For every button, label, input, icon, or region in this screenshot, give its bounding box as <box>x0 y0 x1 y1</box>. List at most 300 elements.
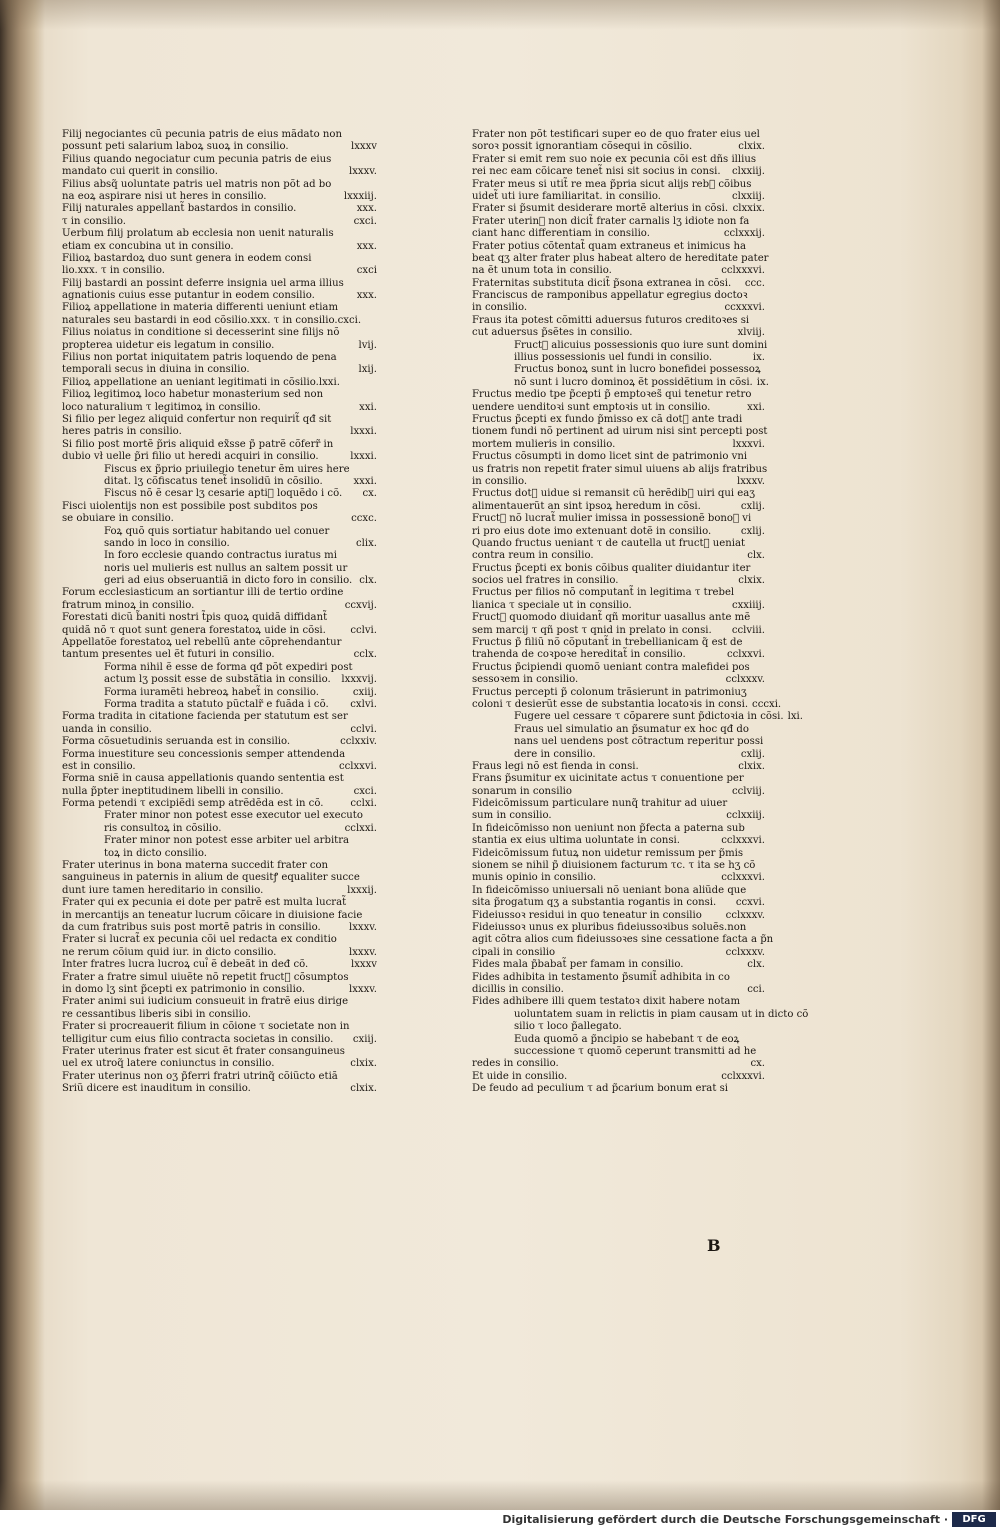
index-entry-line <box>472 339 768 352</box>
entry-reference: lxxxv <box>350 141 377 153</box>
entry-reference: cci. <box>747 983 765 995</box>
index-entry-line <box>62 389 377 401</box>
entry-text: Forma tradita in citatione facienda per statutum est ser <box>62 711 348 723</box>
entry-text: da cum fratribus suis post mortẽ patris in consilio. <box>62 922 321 933</box>
entry-reference: lxxxvij. <box>341 674 377 686</box>
entry-reference: xxi. <box>747 401 765 413</box>
entry-text: dunt iure tamen hereditario in consilio. <box>62 884 264 896</box>
index-entry-line <box>472 625 765 637</box>
entry-text: Forma tradita a statuto pũctalr̃ e fuãda i cõ. <box>104 698 329 710</box>
entry-reference: clxix. <box>738 141 765 153</box>
index-entry-line <box>62 315 377 327</box>
index-entry-line <box>472 241 765 253</box>
index-entry-line <box>472 674 765 686</box>
entry-reference: lxxxv. <box>348 946 377 958</box>
entry-reference: lxxxv. <box>736 475 765 487</box>
index-entry-line <box>62 959 377 971</box>
index-entry-line <box>472 327 765 339</box>
entry-reference: clix. <box>355 537 377 549</box>
entry-reference: cclxxxv. <box>725 674 765 686</box>
entry-text: etiam ex concubina ut in consilio. <box>62 240 234 252</box>
index-entry-line <box>472 265 765 277</box>
entry-text: Fideiussoꝛ residui in quo teneatur in consilio <box>472 909 702 921</box>
index-entry-line <box>62 290 377 302</box>
entry-text: Forma sniẽ in causa appellationis quando sententia est <box>62 773 344 785</box>
index-entry-line <box>62 129 377 141</box>
entry-reference: cclxxiij. <box>726 810 765 822</box>
index-entry-line <box>62 872 377 884</box>
entry-text: in mercantijs an teneatur lucrum cõicare in diuisione facie <box>62 909 363 921</box>
index-entry-line <box>472 1034 765 1046</box>
entry-text: Forum ecclesiasticum an sortiantur illi de tertio ordine <box>62 587 344 599</box>
entry-text: Frater qui ex pecunia ei dote per patrẽ est multa lucrat̃ <box>62 897 347 909</box>
index-entry-line <box>472 810 765 822</box>
entry-reference: clx. <box>747 550 765 562</box>
index-entry-line <box>62 637 377 649</box>
index-entry-line <box>472 835 765 847</box>
entry-reference: ccxc. <box>351 513 377 525</box>
entry-reference: lxxxv. <box>348 983 377 995</box>
entry-text: beat qʒ alter frater plus habeat altero de hereditate pater <box>472 252 769 264</box>
index-entry-line <box>472 488 765 500</box>
entry-text: Forestati dicũ b̃aniti nostri t̃pis quoꝝ quidã diffidant̃ <box>62 612 328 624</box>
entry-text: Filij naturales appellant̃ bastardos in consilio. <box>62 203 297 215</box>
index-entry-line <box>62 587 377 599</box>
entry-text: alimentauerũt an sint ipsoꝝ heredum in cõsi. <box>472 500 701 512</box>
entry-reference: cxlij. <box>740 500 765 512</box>
entry-reference: xxx. <box>356 203 377 215</box>
entry-text: In fideicõmisso non ueniunt non p̃fecta a paterna sub <box>472 822 745 834</box>
entry-text: nõ sunt i lucro dominoꝝ ẽt possidẽtium in cõsi. <box>514 376 753 388</box>
entry-reference: ccxvij. <box>344 599 377 611</box>
entry-reference: ccxxxvi. <box>724 302 765 314</box>
index-entry-line <box>472 637 765 649</box>
index-entry-line <box>62 612 377 624</box>
index-entry-line <box>472 216 765 228</box>
index-entry-line <box>62 835 377 847</box>
entry-text: Fruct᷒ quomodo diuidant̃ qñ moritur uasallus ante mẽ <box>472 612 751 624</box>
index-entry-line <box>472 376 769 389</box>
entry-text: Uerbum filij prolatum ab ecclesia non uenit naturalis <box>62 228 334 240</box>
entry-text: Filij negociantes cũ pecunia patris de eius mãdato non <box>62 129 342 140</box>
entry-text: cipali in consilio <box>472 946 556 958</box>
entry-text: temporali secus in diuina in consilio. <box>62 364 250 376</box>
entry-text: Filius non portat iniquitatem patris loquendo de pena <box>62 352 337 364</box>
index-entry-line <box>62 600 377 612</box>
entry-text: Filius quando negociatur cum pecunia patris de eius <box>62 153 332 165</box>
index-entry-line <box>472 154 765 166</box>
index-entry-line <box>62 972 377 984</box>
entry-text: Fideicõmissum futuꝝ non uidetur remissum per p̃mis <box>472 847 744 859</box>
book-spine-shadow <box>0 0 45 1510</box>
page-top-shadow <box>0 0 1000 30</box>
entry-reference: cclxxxvi. <box>721 872 765 884</box>
index-entry-line <box>472 278 765 290</box>
entry-reference: lxxxv. <box>348 922 377 933</box>
entry-text: heres patris in consilio. <box>62 426 182 438</box>
entry-text: ciant hanc differentiam in consilio. <box>472 228 650 240</box>
entry-text: stantia ex eius ultima uoluntate in consi. <box>472 835 680 847</box>
index-entry-line <box>62 352 377 364</box>
index-entry-line <box>62 736 377 748</box>
entry-reference: cxlvi. <box>350 698 377 710</box>
index-entry-line <box>62 513 377 525</box>
entry-text: Fides adhibere illi quem testatoꝛ dixit habere notam <box>472 996 741 1008</box>
entry-reference: lxxxij. <box>347 884 377 896</box>
index-entry-line <box>62 674 377 686</box>
entry-text: dubio vł uelle p̃ri filio ut heredi acquiri in consilio. <box>62 451 319 463</box>
entry-text: fratrum minoꝝ in consilio. <box>62 599 195 611</box>
entry-text: Fraus uel simulatio an p̃sumatur ex hoc qđ do <box>514 723 749 735</box>
entry-text: telligitur cum eius filio contracta societas in consilio. <box>62 1033 334 1045</box>
entry-text: redes in consilio. <box>472 1058 559 1070</box>
digitization-footer <box>0 1510 1000 1530</box>
index-entry-line <box>62 1071 377 1083</box>
entry-text: sanguineus in paternis in alium de quesitꝭ equaliter succe <box>62 872 360 884</box>
index-entry-line <box>62 327 377 339</box>
entry-text: possunt peti salarium laboꝝ suoꝝ in consilio. <box>62 141 289 153</box>
index-entry-line <box>62 402 377 414</box>
entry-text: Si filio per legez aliquid confertur non requirit̃ qđ sit <box>62 413 332 425</box>
entry-text: propterea uidetur eis legatum in consilio. <box>62 339 275 351</box>
entry-text: Fructus p̃ filiũ nõ cõputant̃ in trebellianicam q̃ est de <box>472 637 743 649</box>
entry-text: ne rerum cõium quid iur. in dicto consilio. <box>62 946 277 958</box>
entry-text: na ẽt unum tota in consilio. <box>472 265 612 277</box>
index-entry-line <box>472 885 765 897</box>
entry-text: Filij bastardi an possint deferre insignia uel arma illius <box>62 277 344 289</box>
index-entry-line <box>472 463 768 476</box>
entry-text: toꝝ in dicto consilio. <box>104 847 208 859</box>
entry-text: agnationis cuius esse putantur in eodem consilio. <box>62 290 315 302</box>
entry-text: sonarum in consilio <box>472 785 572 797</box>
entry-text: dere in consilio. <box>514 748 596 760</box>
index-entry-line <box>62 141 377 153</box>
index-entry-line <box>472 823 765 835</box>
index-entry-line <box>472 513 765 525</box>
entry-reference: xxx. <box>356 240 377 252</box>
index-entry-line <box>472 736 765 748</box>
entry-reference: ix. <box>752 352 765 364</box>
entry-text: coloni τ desierũt esse de substantia locatoꝛis in consi. <box>472 698 749 710</box>
entry-reference: cclviij. <box>731 785 765 797</box>
entry-text: Fisci uiolentijs non est possibile post subditos pos <box>62 500 318 512</box>
entry-text: Fructus p̃cepti ex fundo p̃misso ex cã dot᷒ ante tradi <box>472 413 743 425</box>
index-entry-line <box>472 426 768 438</box>
entry-text: Fiscus nõ ẽ cesar lʒ cesarie apti᷒ loquẽdo i cõ. <box>104 488 343 500</box>
index-entry-line <box>62 563 377 575</box>
index-entry-line <box>62 302 377 314</box>
index-entry-line <box>472 897 765 909</box>
index-entry-line <box>62 885 377 897</box>
entry-text: mortem mulieris in consilio. <box>472 438 616 450</box>
entry-reference: cx. <box>750 1058 765 1070</box>
entry-text: Fructus medio tpe p̃cepti p̃ emptoꝛes̃ qui tenetur retro <box>472 389 752 401</box>
entry-text: Frater animi sui iudicium consueuit in fratrẽ eius dirige <box>62 996 349 1008</box>
entry-text: noris uel mulieris est nullus an saltem possit ur <box>104 562 348 574</box>
entry-text: lio.xxx. τ in consilio. <box>62 265 165 277</box>
index-entry-line <box>62 810 377 822</box>
entry-text: Fraus ita potest cõmitti aduersus futuros creditoꝛes si <box>472 314 750 326</box>
entry-reference: cccxi. <box>752 698 782 710</box>
entry-text: Filioꝝ legitimoꝝ loco habetur monasterium sed non <box>62 389 324 401</box>
entry-text: Frater si lucrat̃ ex pecunia cõi uel redacta ex conditio <box>62 934 337 946</box>
entry-reference: xxxi. <box>353 475 377 487</box>
index-entry-line <box>62 154 377 166</box>
entry-text: socios uel fratres in consilio. <box>472 575 619 587</box>
entry-text: Quando fructus ueniant τ de cautella ut fruct᷒ ueniat <box>472 537 746 549</box>
entry-text: tionem fundi nõ pertinent ad uirum nisi sint percepti post <box>472 426 768 438</box>
index-entry-line <box>62 947 377 959</box>
entry-text: Forma petendi τ excipiẽdi semp atrẽdẽda est in cõ. <box>62 798 324 810</box>
entry-text: Fructus bonoꝝ sunt in lucro bonefidei possessoꝝ <box>514 364 761 376</box>
index-entry-line <box>472 203 765 215</box>
entry-text: in consilio. <box>472 475 528 487</box>
entry-reference: lxxxv <box>350 959 377 971</box>
index-entry-line <box>62 426 377 438</box>
entry-reference: cxci <box>356 265 377 277</box>
entry-text: Frater meus si utit̃ re mea p̃pria sicut alijs reb᷒ cõibus <box>472 178 752 190</box>
index-entry-line <box>62 228 377 240</box>
entry-text: sem marcij τ qñ post τ qnid in prelato in consi. <box>472 624 712 636</box>
index-entry-line <box>62 625 377 637</box>
entry-text: uanda in consilio. <box>62 723 152 735</box>
entry-text: Frater uterinus non oʒ p̃ferri fratri utrinq̃ cõiũcto etiã <box>62 1070 338 1082</box>
index-entry-line <box>472 947 765 959</box>
index-entry-line <box>472 179 765 191</box>
index-entry-line <box>62 934 377 946</box>
index-entry-line <box>62 439 377 451</box>
entry-reference: lxxxiij. <box>343 190 377 202</box>
index-column-left <box>62 129 377 1095</box>
index-entry-line <box>472 501 765 513</box>
entry-text: Fruct᷒ nõ lucrat̃ mulier imissa in possessionẽ bonoꝝ vi <box>472 513 752 525</box>
footer-credit: Digitalisierung gefördert durch die Deutsche Forschungsgemeinschaft · <box>502 1513 948 1526</box>
index-entry-line <box>472 798 765 810</box>
index-entry-line <box>472 934 774 946</box>
entry-text: Filius noiatus in conditione si decesserint sine filijs nõ <box>62 327 340 339</box>
index-entry-line <box>62 761 377 773</box>
index-entry-line <box>62 910 377 922</box>
entry-text: Filioꝝ bastardoꝝ duo sunt genera in eodem consi <box>62 252 312 264</box>
entry-text: actum lʒ possit esse de substãtia in consilio. <box>104 674 331 686</box>
index-entry-line <box>62 216 377 228</box>
entry-reference: cxiij. <box>352 686 377 698</box>
entry-reference: clxix. <box>738 760 765 772</box>
entry-reference: lxxxv. <box>348 166 377 178</box>
entry-text: Frater a fratre simul uiuẽte nõ repetit fruct᷒ cõsumptos <box>62 971 349 983</box>
entry-reference: ccc. <box>744 277 765 289</box>
entry-text: De feudo ad peculium τ ad p̃carium bonum erat si <box>472 1083 729 1095</box>
entry-reference: cclxxxvi. <box>721 265 765 277</box>
entry-text: uoluntatem suam in relictis in piam causam ut in dicto cõ <box>514 1008 809 1020</box>
index-entry-line <box>472 996 765 1008</box>
entry-text: uidet̃ uti iure familiaritat. in consilio. <box>472 190 661 202</box>
entry-text: sum in consilio. <box>472 810 552 822</box>
entry-text: geri ad eius obseruantiã in dicto foro in consilio. <box>104 575 353 587</box>
entry-text: Frans p̃sumitur ex uicinitate actus τ conuentione per <box>472 773 744 785</box>
entry-text: illius possessionis uel fundi in consilio. <box>514 352 713 364</box>
entry-reference: cx. <box>362 488 377 500</box>
entry-text: Frater si emit rem suo noie ex pecunia cõi est dñs illius <box>472 153 757 165</box>
index-entry-line <box>472 600 765 612</box>
entry-reference: cxci. <box>353 215 377 227</box>
index-entry-line <box>62 340 377 352</box>
entry-text: Forma inuestiture seu concessionis semper attendenda <box>62 748 346 760</box>
entry-text: Filius absq̃ uoluntate patris uel matris non põt ad bo <box>62 178 332 190</box>
entry-text: na eoꝝ aspirare nisi ut heres in consilio. <box>62 190 267 202</box>
index-entry-line <box>472 1008 809 1021</box>
entry-reference: cclxxiv. <box>340 736 377 748</box>
index-entry-line <box>472 476 765 488</box>
entry-reference: ix. <box>756 376 769 388</box>
entry-text: loco naturalium τ legitimoꝝ in consilio. <box>62 401 261 413</box>
entry-reference: clxxiij. <box>731 190 765 202</box>
entry-text: Foꝝ quõ quis sortiatur habitando uel conuer <box>104 525 330 537</box>
index-entry-line <box>472 649 765 661</box>
entry-text: naturales seu bastardi in eod cõsilio.xxx. τ in consilio.cxci. <box>62 314 362 326</box>
index-entry-line <box>62 265 377 277</box>
entry-reference: cxiij. <box>352 1033 377 1045</box>
entry-text: Fructus cõsumpti in domo licet sint de patrimonio vni <box>472 451 748 463</box>
index-entry-line <box>62 699 377 711</box>
entry-text: Filioꝝ appellatione an ueniant legitimati in cõsilio.lxxi. <box>62 376 340 388</box>
entry-reference: cxlij. <box>740 748 765 760</box>
index-entry-line <box>62 253 377 265</box>
index-entry-line <box>62 203 377 215</box>
entry-reference: cclvi. <box>350 624 377 636</box>
entry-text: Sriũ dicere est inauditum in consilio. <box>62 1083 251 1095</box>
entry-reference: cxxiiij. <box>731 599 765 611</box>
index-entry-line <box>472 352 765 364</box>
entry-text: Si filio post mortẽ p̃ris aliquid ex̃sse p̃ patrẽ cõferr̃ in <box>62 438 334 450</box>
entry-text: agit cõtra alios cum fideiussoꝛes sine cessatione facta a p̃n <box>472 934 774 946</box>
index-entry-line <box>472 302 765 314</box>
index-entry-line <box>472 698 782 711</box>
index-entry-line <box>62 538 377 550</box>
index-entry-line <box>62 191 377 203</box>
entry-text: trahenda de coꝛpoꝛe hereditat̃ in consilio. <box>472 649 686 661</box>
index-entry-line <box>62 1009 377 1021</box>
index-entry-line <box>62 687 377 699</box>
entry-text: est in consilio. <box>62 760 136 772</box>
entry-text: Frater uterinus in bona materna succedit frater con <box>62 860 329 872</box>
index-entry-line <box>472 563 765 575</box>
entry-text: quidã nõ τ quot sunt genera forestatoꝝ uide in cõsi. <box>62 624 326 636</box>
index-entry-line <box>62 773 377 785</box>
index-entry-line <box>62 786 377 798</box>
entry-reference: cclviii. <box>731 624 765 636</box>
index-entry-line <box>472 389 765 401</box>
entry-text: Fructus dot᷒ uidue si remansit cũ herẽdib᷒ uiri qui eaʒ <box>472 488 755 500</box>
index-entry-line <box>62 724 377 736</box>
index-entry-line <box>62 1058 377 1070</box>
entry-text: Fideiussoꝛ unus ex pluribus fideiussoꝛibus soluẽs.non <box>472 922 747 933</box>
page-bottom-shadow <box>0 1480 1000 1510</box>
entry-reference: lxij. <box>358 364 377 376</box>
index-entry-line <box>62 711 377 723</box>
entry-text: Filioꝝ appellatione in materia differenti ueniunt etiam <box>62 302 339 314</box>
index-entry-line <box>472 141 765 153</box>
entry-text: sessoꝛem in consilio. <box>472 674 579 686</box>
entry-text: Fraus legi nõ est fienda in consi. <box>472 760 639 772</box>
entry-text: Fructus p̃cipiendi quomõ ueniant contra malefidei pos <box>472 661 750 673</box>
entry-text: Forma nihil ẽ esse de forma qđ põt expediri post <box>104 661 353 673</box>
index-entry-line <box>472 1058 765 1070</box>
entry-text: Frater minor non potest esse executor uel executo <box>104 810 363 822</box>
index-entry-line <box>62 575 377 587</box>
entry-reference: cclxxxij. <box>723 228 765 240</box>
index-entry-line <box>62 278 377 290</box>
index-entry-line <box>472 687 765 699</box>
entry-text: τ in consilio. <box>62 215 126 227</box>
index-entry-line <box>472 761 765 773</box>
entry-reference: xxi. <box>359 401 377 413</box>
index-entry-line <box>472 984 765 996</box>
index-entry-line <box>472 1021 765 1033</box>
entry-text: Et uide in consilio. <box>472 1070 568 1082</box>
index-column-right <box>472 129 809 1095</box>
index-entry-line <box>472 1046 765 1058</box>
index-entry-line <box>472 575 765 587</box>
entry-text: sita p̃rogatum qʒ a substantia rogantis in consi. <box>472 897 717 909</box>
entry-text: nans uel uendens post cõtractum reperitur possi <box>514 736 764 748</box>
entry-reference: clxix. <box>350 1058 377 1070</box>
entry-text: successione τ quomõ ceperunt transmitti ad he <box>514 1045 757 1057</box>
entry-text: nulla p̃pter ineptitudinem libelli in consilio. <box>62 785 284 797</box>
entry-reference: lxxxvi. <box>732 438 765 450</box>
signature-mark: B <box>707 1236 721 1255</box>
index-entry-line <box>62 1021 377 1033</box>
entry-text: Frater minor non potest esse arbiter uel arbitra <box>104 835 350 847</box>
index-entry-line <box>472 773 765 785</box>
entry-text: in consilio. <box>472 302 528 314</box>
entry-text: cut aduersus p̃sẽtes in consilio. <box>472 327 633 339</box>
entry-text: Forma iuramẽti hebreoꝝ habet̃ in consilio. <box>104 686 319 698</box>
dfg-logo: DFG <box>952 1512 996 1527</box>
entry-text: ri pro eius dote imo extenuant dotẽ in consilio. <box>472 525 712 537</box>
index-entry-line <box>62 848 377 860</box>
index-entry-line <box>62 364 377 376</box>
index-entry-line <box>62 501 377 513</box>
index-entry-line <box>62 179 377 191</box>
index-entry-line <box>62 922 377 934</box>
index-entry-line <box>472 451 765 463</box>
entry-reference: lxxxi. <box>350 426 377 438</box>
index-entry-line <box>472 364 765 376</box>
index-entry-line <box>62 823 377 835</box>
index-entry-line <box>62 1046 377 1058</box>
index-entry-line <box>62 798 377 810</box>
entry-reference: clxxiij. <box>731 166 765 178</box>
entry-reference: cxci. <box>353 785 377 797</box>
index-entry-line <box>62 377 377 389</box>
entry-text: sando in loco in consilio. <box>104 537 230 549</box>
entry-text: Fructus percepti p̃ colonum trãsierunt in patrimoniuʒ <box>472 686 747 698</box>
index-entry-line <box>472 724 765 736</box>
index-entry-line <box>472 910 765 922</box>
index-entry-line <box>472 228 765 240</box>
entry-text: ditat. lʒ cõfiscatus tenet̃ insolidũ in cõsilio. <box>104 475 323 487</box>
entry-reference: clxix. <box>350 1083 377 1095</box>
entry-text: In foro ecclesie quando contractus iuratus mi <box>104 550 337 562</box>
entry-reference: cclxxi. <box>344 822 377 834</box>
index-entry-line <box>62 550 377 562</box>
index-entry-line <box>472 166 765 178</box>
index-entry-line <box>472 872 765 884</box>
index-entry-line <box>62 860 377 872</box>
entry-text: contra reum in consilio. <box>472 550 594 562</box>
index-entry-line <box>472 526 765 538</box>
